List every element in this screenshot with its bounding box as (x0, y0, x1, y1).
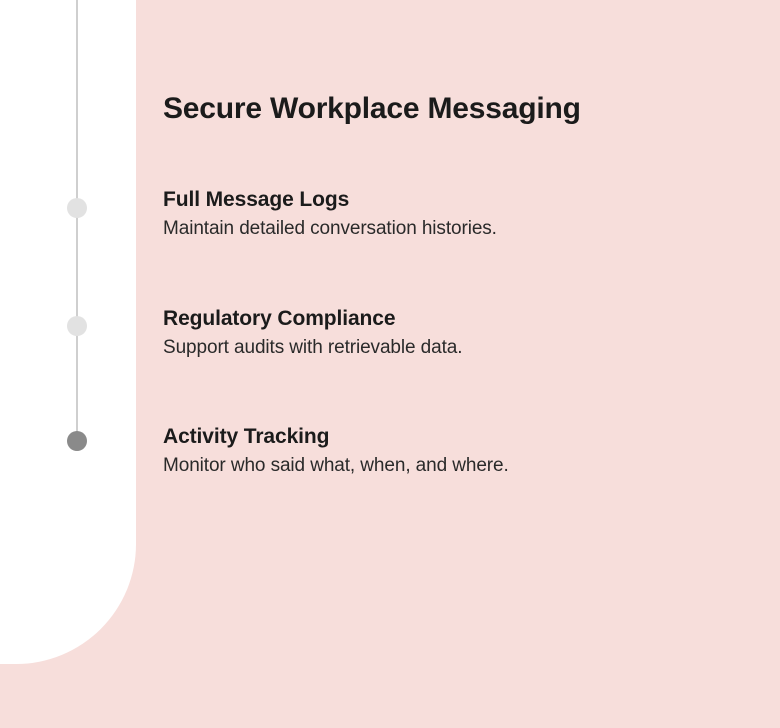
list-item-title: Full Message Logs (163, 188, 350, 211)
list-item (163, 307, 723, 359)
timeline-dot-3 (67, 431, 87, 451)
list-item-description: Monitor who said what, when, and where. (163, 455, 509, 476)
timeline-line (76, 0, 78, 443)
timeline-dot-2 (67, 316, 87, 336)
list-item-title: Activity Tracking (163, 425, 330, 448)
page-title: Secure Workplace Messaging (163, 92, 581, 126)
timeline-dot-1 (67, 198, 87, 218)
list-item-description: Support audits with retrievable data. (163, 337, 463, 358)
list-item (163, 425, 723, 477)
list-item-title: Regulatory Compliance (163, 307, 396, 330)
list-item-description: Maintain detailed conversation histories. (163, 218, 497, 239)
list-item (163, 188, 723, 240)
